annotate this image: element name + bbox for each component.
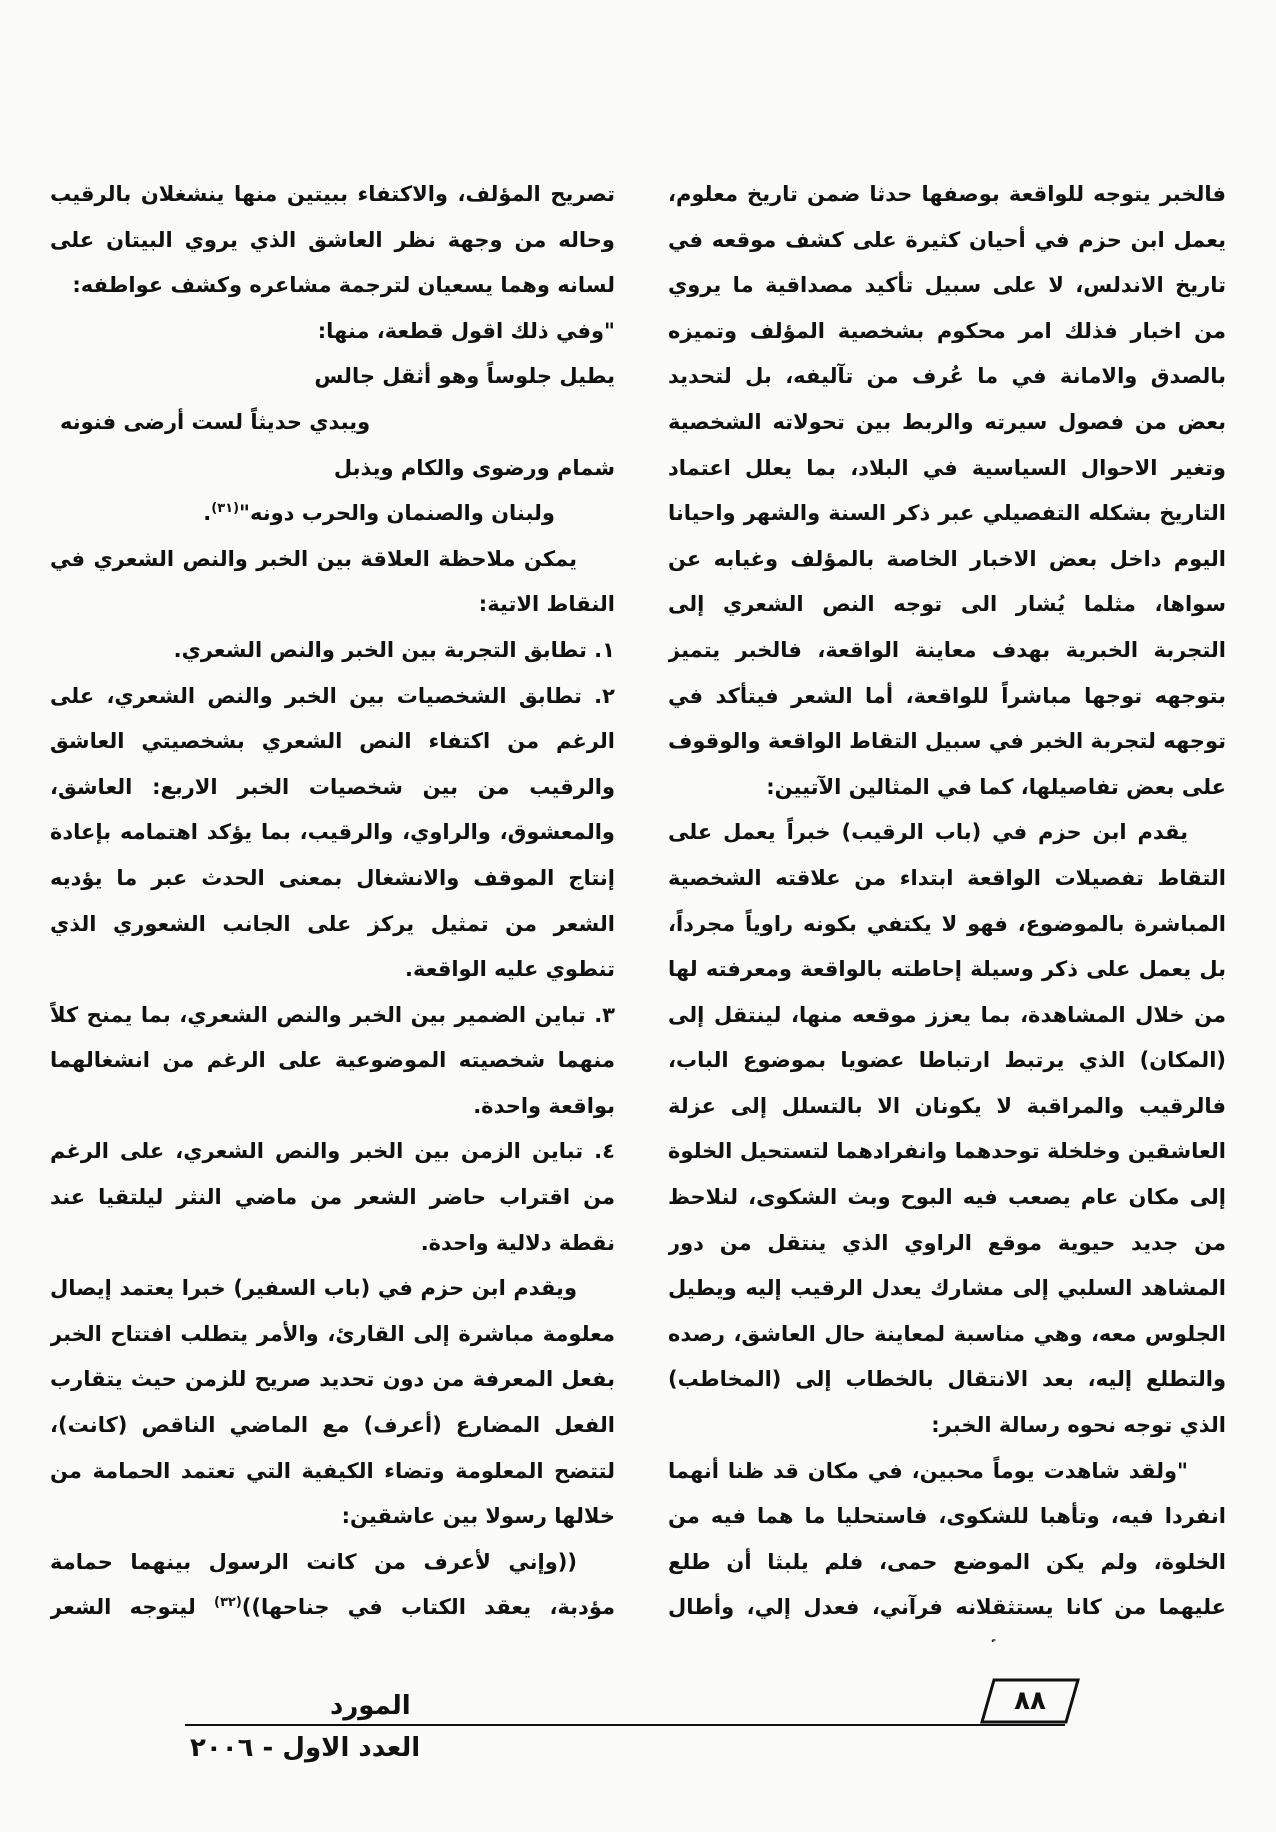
paragraph-text: "وفي ذلك اقول قطعة، منها: <box>317 318 615 343</box>
paragraph <box>668 1449 1226 1642</box>
paragraph-text: ٣. تباين الضمير بين الخبر والنص الشعري، بما يمنح كلاً منهما شخصيته الموضوعية على الرغم من انشغالهما بواقعة واحدة. <box>50 1002 615 1118</box>
verse-line <box>50 400 615 446</box>
verse-line <box>50 446 615 492</box>
verse-line <box>50 309 615 355</box>
paragraph <box>668 810 1226 1448</box>
footnote-marker: (٣٢) <box>214 1595 242 1611</box>
paragraph <box>50 172 615 309</box>
issue-label: العدد الاول - ٢٠٠٦ <box>190 1733 421 1763</box>
paragraph-text: ٤. تباين الزمن بين الخبر والنص الشعري، على الرغم من اقتراب حاضر الشعر من ماضي النثر ليلتقيا عند نقطة دلالية واحدة. <box>50 1139 615 1255</box>
text-column-left <box>50 172 615 1642</box>
paragraph <box>50 1266 615 1540</box>
paragraph-text: ولبنان والصنمان والحرب دونه" <box>239 501 555 526</box>
paragraph-text: يمكن ملاحظة العلاقة بين الخبر والنص الشعري في النقاط الاتية: <box>50 546 615 617</box>
paragraph-text: شمام ورضوى والكام ويذبل <box>333 455 615 480</box>
paragraph-text: "ولقد شاهدت يوماً محبين، في مكان قد ظنا أنهما انفردا فيه، وتأهبا للشكوى، فاستحليا ما هما فيه من الخلوة، ولم يكن الموضع حمى، فلم يلبثا أن طلع عليهما من كانا يستثقلانه فرآني، فعدل إلي، وأطال <box>668 1458 1226 1620</box>
paragraph <box>50 537 615 628</box>
page-number: ٨٨ <box>1014 1686 1046 1716</box>
journal-name: المورد <box>330 1691 411 1721</box>
paragraph-text: يقدم ابن حزم في (باب الرقيب) خبراً يعمل على التقاط تفصيلات الواقعة ابتداء من علاقته الشخصية المباشرة بالموضوع، فهو لا يكتفي بكونه راوياً مجرداً، بل يعمل على ذكر وسيلة إحاطته بالواقعة ومعرفته لها من خلال المشاهدة، بما يعزز موقعه منها، لينتقل إلى (المكان) الذي يرتبط ارتباطا عضويا بموضوع الباب، فالرقيب والمراقبة لا يكونان الا بالتسلل إلى عزلة العاشقين وخلخلة توحدهما وانفرادهما لتستحيل الخلوة إلى مكان عام يصعب فيه البوح وبث الشكوى، لنلاحظ من جديد حيوية موقع الراوي الذي ينتقل من دور المشاهد السلبي إلى مشارك يعدل الرقيب إليه ويطيل الجلوس معه، وهي مناسبة لمعاينة حال العاشق، رصده والتطلع إليه، بعد الانتقال بالخطاب إلى (المخاطب) الذي توجه نحوه رسالة الخبر: <box>668 820 1226 1438</box>
footer-rule <box>185 1724 1065 1726</box>
paragraph-text: ويقدم ابن حزم في (باب السفير) خبرا يعتمد إيصال معلومة مباشرة إلى القارئ، والأمر يتطلب افتتاح الخبر بفعل المعرفة من دون تحديد صريح للزمن حيث يتقارب الفعل المضارع (أعرف) مع الماضي الناقص (كانت)، لتتضح المعلومة وتضاء الكيفية التي تعتمد الحمامة من خلالها رسولا بين عاشقين: <box>50 1276 615 1529</box>
paragraph-text: ويبدي حديثاً لست أرضى فنونه <box>60 409 371 434</box>
paragraph <box>668 172 1226 810</box>
page-number-box <box>980 1678 1080 1724</box>
footnote-marker: (٣١) <box>211 501 240 517</box>
paragraph-text: يطيل جلوساً وهو أثقل جالس <box>314 364 615 389</box>
paragraph-text: فالخبر يتوجه للواقعة بوصفها حدثا ضمن تاريخ معلوم، يعمل ابن حزم في أحيان كثيرة على كشف موقعه في تاريخ الاندلس، لا على سبيل تأكيد مصداقية ما يروي من اخبار فذلك امر محكوم بشخصية المؤلف وتميزه بالصدق والامانة في ما عُرف من تآليفه، بل لتحديد بعض من فصول سيرته والربط بين تحولاته الشخصية وتغير الاحوال السياسية في البلاد، بما يعلل اعتماد التاريخ بشكله التفصيلي عبر ذكر السنة والشهر واحيانا اليوم داخل بعض الاخبار الخاصة بالمؤلف وغيابه عن سواها، مثلما يُشار الى توجه النص الشعري إلى التجربة الخبرية بهدف معاينة الواقعة، فالخبر يتميز بتوجهه توجها مباشراً للواقعة، أما الشعر فيتأكد في توجهه لتجربة الخبر في سبيل التقاط الواقعة والوقوف على بعض تفاصيلها، كما في المثالين الآتيين: <box>668 182 1226 799</box>
paragraph-text: ٢. تطابق الشخصيات بين الخبر والنص الشعري، على الرغم من اكتفاء النص الشعري بشخصيتي العاشق والرقيب من بين شخصيات الخبر الاربع: العاشق، والمعشوق، والراوي، والرقيب، بما يؤكد اهتمامه بإعادة إنتاج الموقف والانشغال بمعنى الحدث عبر ما يؤديه الشعر من تمثيل يركز على الجانب الشعوري الذي تنطوي عليه الواقعة. <box>50 683 615 982</box>
paragraph <box>50 674 615 993</box>
paragraph <box>50 993 615 1130</box>
paragraph <box>50 1129 615 1266</box>
paragraph-text: ((وإني لأعرف من كانت الرسول بينهما حمامة مؤدبة، يعقد الكتاب في جناحها)) <box>50 1549 615 1620</box>
paragraph-text: ١. تطابق التجربة بين الخبر والنص الشعري. <box>173 637 615 662</box>
paragraph <box>50 628 615 674</box>
paragraph <box>50 1540 615 1642</box>
paragraph-tail: . <box>203 501 212 526</box>
verse-line <box>50 354 615 400</box>
paragraph-text: تصريح المؤلف، والاكتفاء ببيتين منها ينشغلان بالرقيب وحاله من وجهة نظر العاشق الذي يروي البيتان على لسانه وهما يسعيان لترجمة مشاعره وكشف عواطفه: <box>50 182 615 298</box>
page-footer <box>0 1668 1276 1832</box>
paragraph-tail: ليتوجه الشعر <box>50 1595 196 1620</box>
text-column-right <box>668 172 1226 1642</box>
verse-line <box>50 491 615 537</box>
